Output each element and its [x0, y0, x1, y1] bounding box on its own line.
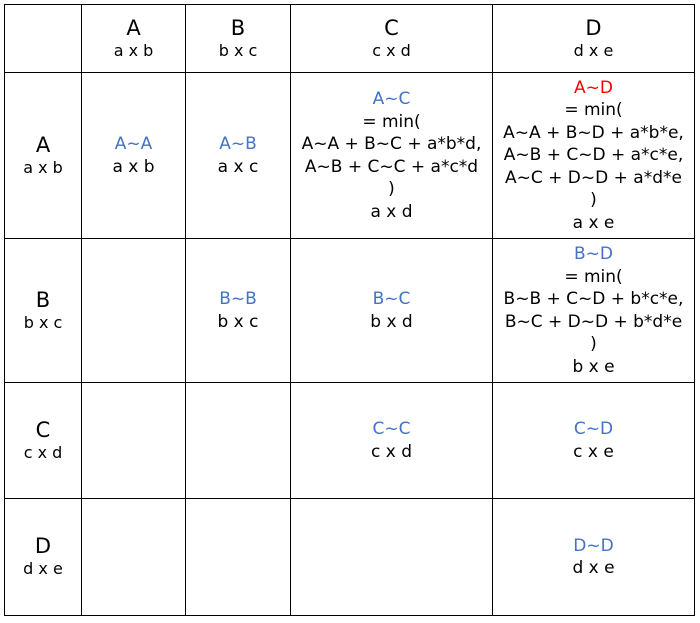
cell-b-c — [291, 239, 493, 383]
cell-title: A~B — [219, 134, 257, 154]
col-name: A — [126, 15, 141, 40]
min-term: A~A + B~D + a*b*e, — [503, 122, 684, 143]
col-name: D — [585, 15, 602, 40]
col-dims: c x d — [372, 40, 411, 60]
cell-title: A~D — [574, 77, 613, 98]
cell-size: a x b — [112, 156, 155, 177]
header-row — [5, 5, 695, 73]
min-term: A~C + D~D + a*d*e — [505, 167, 682, 188]
row-name: A — [35, 132, 51, 157]
cell-size: d x e — [572, 558, 615, 578]
cell-title: D~D — [573, 535, 614, 556]
col-dims: d x e — [573, 40, 614, 60]
row-header-b — [5, 239, 82, 383]
col-header-d — [493, 5, 695, 73]
min-term: A~A + B~C + a*b*d, — [301, 134, 482, 154]
row-c — [5, 383, 695, 499]
min-open: = min( — [362, 111, 421, 132]
row-a — [5, 73, 695, 239]
row-dims: a x b — [23, 157, 63, 177]
cell-size: c x e — [573, 441, 614, 462]
cell-a-c — [291, 73, 493, 239]
cell-size: b x e — [572, 356, 615, 377]
corner-cell — [5, 5, 82, 73]
min-term: A~B + C~C + a*c*d — [304, 156, 479, 177]
cell-size: c x d — [370, 441, 412, 462]
row-b — [5, 239, 695, 383]
min-term: B~C + D~D + b*d*e — [504, 311, 683, 332]
cell-title: A~A — [114, 134, 153, 154]
row-dims: b x c — [23, 312, 63, 332]
cell-title: B~D — [574, 244, 613, 264]
col-name: B — [230, 15, 246, 40]
cell-size: a x d — [370, 201, 413, 222]
cell-size: b x c — [217, 311, 259, 332]
row-dims: c x d — [23, 442, 63, 462]
row-dims: d x e — [23, 559, 63, 578]
cell-title: C~D — [573, 419, 614, 439]
min-open: = min( — [564, 100, 623, 121]
col-header-b — [186, 5, 291, 73]
cell-d-a — [82, 499, 186, 616]
cell-a-b — [186, 73, 291, 239]
cell-b-a — [82, 239, 186, 383]
cell-size: a x e — [572, 212, 615, 233]
cell-title: B~C — [372, 289, 411, 309]
row-name: D — [34, 534, 52, 558]
cell-c-a — [82, 383, 186, 499]
cell-title: A~C — [372, 89, 411, 109]
min-close: ) — [388, 179, 395, 199]
cell-b-b — [186, 239, 291, 383]
cell-size: b x d — [370, 311, 413, 332]
min-term: A~B + C~D + a*c*e, — [503, 145, 684, 166]
cell-title: C~C — [372, 419, 411, 439]
row-header-d — [5, 499, 82, 616]
cell-d-b — [186, 499, 291, 616]
col-header-c — [291, 5, 493, 73]
min-term: B~B + C~D + b*c*e, — [503, 289, 684, 309]
cell-c-d — [493, 383, 695, 499]
col-dims: b x c — [218, 40, 258, 60]
cell-d-d — [493, 499, 695, 616]
cell-size: a x c — [217, 156, 259, 177]
dp-table — [4, 4, 695, 616]
row-header-c — [5, 383, 82, 499]
min-close: ) — [590, 190, 597, 211]
row-name: C — [35, 417, 51, 442]
cell-a-a — [82, 73, 186, 239]
cell-d-c — [291, 499, 493, 616]
cell-b-d — [493, 239, 695, 383]
row-name: B — [35, 287, 51, 312]
min-open: = min( — [564, 266, 623, 287]
cell-c-b — [186, 383, 291, 499]
cell-a-d — [493, 73, 695, 239]
col-dims: a x b — [113, 40, 154, 60]
cell-title: B~B — [219, 289, 257, 309]
cell-c-c — [291, 383, 493, 499]
row-header-a — [5, 73, 82, 239]
min-close: ) — [590, 334, 597, 354]
col-header-a — [82, 5, 186, 73]
row-d — [5, 499, 695, 616]
col-name: C — [384, 15, 399, 40]
